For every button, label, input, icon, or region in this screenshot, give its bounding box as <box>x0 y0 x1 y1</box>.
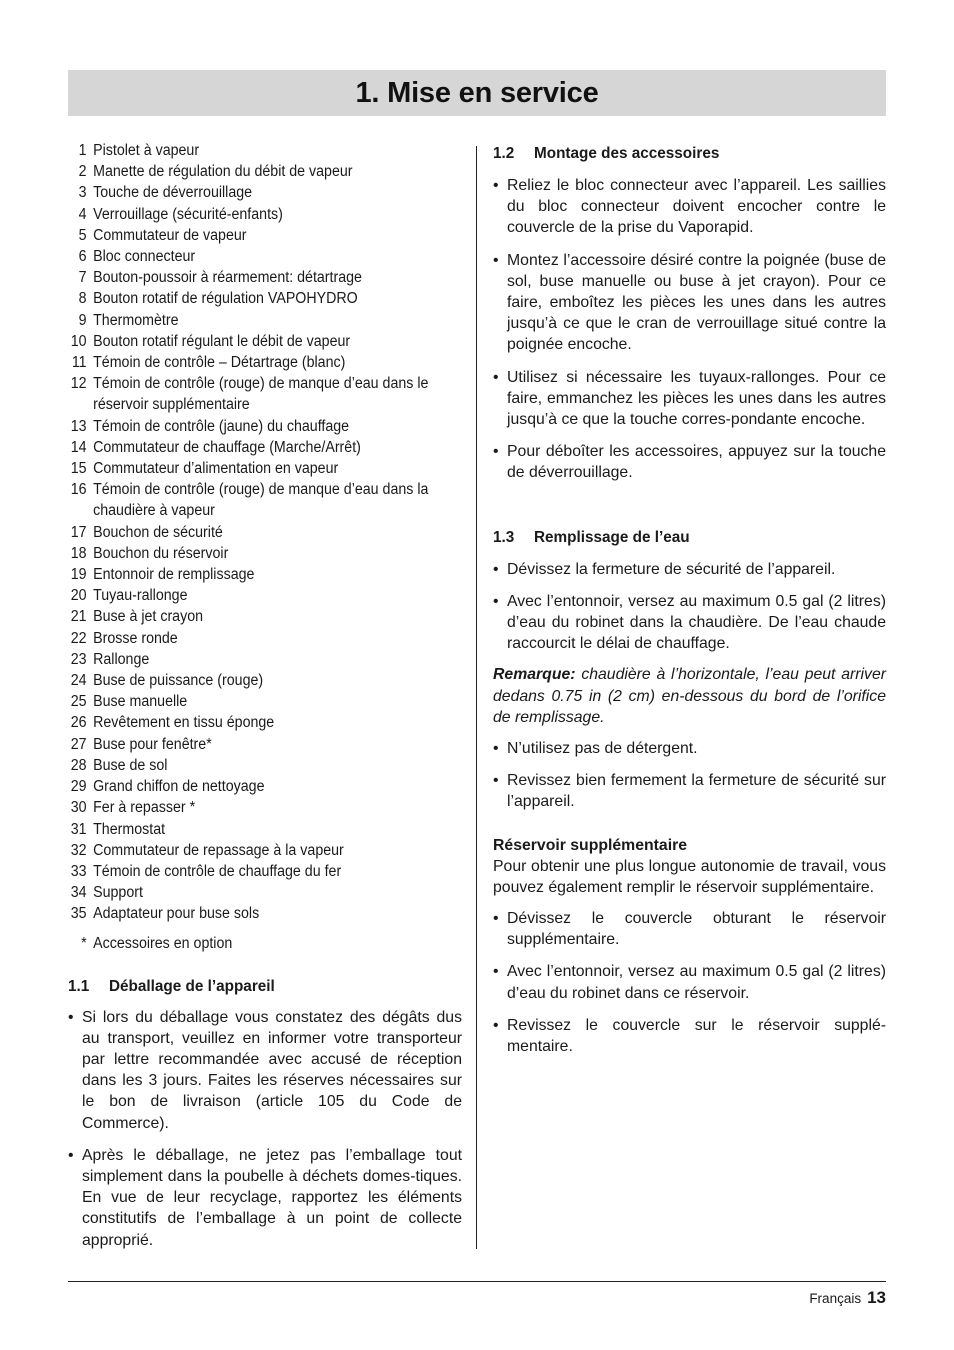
parts-list-item <box>68 331 459 352</box>
part-number: 9 <box>78 311 87 329</box>
part-number: 5 <box>78 226 87 244</box>
part-label: Commutateur de repassage à la vapeur <box>93 841 344 859</box>
part-label: Verrouillage (sécurité-enfants) <box>93 205 283 223</box>
part-number: 21 <box>70 608 87 626</box>
part-label: Entonnoir de remplissage <box>93 566 255 584</box>
section-heading-1-3 <box>493 527 886 548</box>
part-number: 15 <box>70 460 87 478</box>
list-item: • Dévissez la fermeture de sécurité de l’appareil. <box>493 560 836 578</box>
bullet-list-1-2 <box>493 175 886 484</box>
parts-list-item <box>68 288 459 309</box>
part-label: Commutateur de chauffage (Marche/Arrêt) <box>93 438 361 456</box>
part-number: 30 <box>70 799 87 817</box>
bullet-list-1-3a <box>493 559 886 655</box>
part-number: 24 <box>70 672 87 690</box>
footnote-mark: * <box>81 934 87 952</box>
part-label: Rallonge <box>93 650 150 668</box>
part-number: 7 <box>78 269 87 287</box>
part-number: 31 <box>70 820 87 838</box>
remark-label: Remarque: <box>493 666 576 684</box>
parts-list-item <box>68 734 459 755</box>
part-label: Témoin de contrôle (rouge) de manque d’eau dans le réservoir supplémentaire <box>93 375 429 414</box>
bullet-list-1-1 <box>68 1007 462 1251</box>
section-heading-1-2 <box>493 143 886 164</box>
parts-list-item <box>68 649 459 670</box>
part-label: Témoin de contrôle – Détartrage (blanc) <box>93 354 346 372</box>
list-item: • Pour déboîter les accessoires, appuyez sur la touche de déverrouillage. <box>493 443 886 482</box>
part-number: 33 <box>70 862 87 880</box>
part-number: 19 <box>70 566 87 584</box>
parts-list-item <box>68 903 459 924</box>
list-item: • Utilisez si nécessaire les tuyaux-rallonges. Pour ce faire, emmanchez les pièces les unes dans les autres jusqu’à ce que la touche corres-pondante encoche. <box>493 368 886 429</box>
part-label: Buse de sol <box>93 756 168 774</box>
list-item: • Dévissez le couvercle obturant le réservoir supplémentaire. <box>493 910 886 949</box>
parts-list-item <box>68 182 459 203</box>
section-number: 1.2 <box>493 145 515 162</box>
parts-list-item <box>68 373 459 415</box>
part-label: Témoin de contrôle (jaune) du chauffage <box>93 417 350 435</box>
parts-list-item <box>68 585 459 606</box>
parts-list-item <box>68 479 459 521</box>
section-title: Montage des accessoires <box>534 145 720 162</box>
parts-list-item <box>68 628 459 649</box>
part-number: 17 <box>70 523 87 541</box>
part-label: Buse manuelle <box>93 693 188 711</box>
part-number: 1 <box>78 142 87 159</box>
parts-list-item <box>68 882 459 903</box>
parts-list-item <box>68 522 459 543</box>
list-item: • Montez l’accessoire désiré contre la poignée (buse de sol, buse manuelle ou buse à jet crayon). Pour ce faire, emboîtez les pièces les unes dans les autres jusqu’à ce que le cran de verrouillage situé contre la poignée encoche. <box>493 251 886 354</box>
parts-list-item <box>68 776 459 797</box>
section-title: Remplissage de l’eau <box>534 528 690 546</box>
part-number: 16 <box>70 481 87 499</box>
part-label: Support <box>93 884 143 902</box>
parts-list-item <box>68 797 459 818</box>
part-number: 23 <box>70 650 87 668</box>
footer-language: Français <box>809 1291 862 1306</box>
part-label: Fer à repasser * <box>93 799 196 817</box>
parts-list-item <box>68 437 459 458</box>
part-number: 28 <box>70 756 87 774</box>
list-item: • Avec l’entonnoir, versez au maximum 0.5 gal (2 litres) d’eau du robinet dans ce réservoir. <box>493 963 886 1002</box>
parts-list-item <box>68 691 459 712</box>
title-bar <box>68 70 886 116</box>
part-label: Témoin de contrôle (rouge) de manque d’eau dans la chaudière à vapeur <box>93 481 429 520</box>
part-label: Commutateur d’alimentation en vapeur <box>93 460 339 478</box>
parts-list-item <box>68 204 459 225</box>
reservoir-intro: Pour obtenir une plus longue autonomie de travail, vous pouvez également remplir le réservoir supplémentaire. <box>493 857 886 896</box>
part-number: 32 <box>70 841 87 859</box>
parts-list-item <box>68 225 459 246</box>
part-number: 2 <box>78 163 87 181</box>
parts-list-item <box>68 458 459 479</box>
part-number: 13 <box>70 417 87 435</box>
part-label: Bouton-poussoir à réarmement: détartrage <box>93 269 362 287</box>
part-number: 4 <box>78 205 87 223</box>
parts-list-item <box>68 840 459 861</box>
part-label: Pistolet à vapeur <box>93 142 200 159</box>
part-number: 26 <box>70 714 87 732</box>
parts-list-item <box>68 416 459 437</box>
footer-rule <box>68 1281 886 1282</box>
list-item: • N’utilisez pas de détergent. <box>493 740 698 758</box>
part-number: 22 <box>70 629 87 647</box>
part-number: 11 <box>71 354 87 372</box>
bullet-list-1-3b <box>493 738 886 813</box>
parts-list-item <box>68 352 459 373</box>
list-item: • Revissez le couvercle sur le réservoir supplé-mentaire. <box>493 1016 886 1056</box>
section-title: Déballage de l’appareil <box>109 977 275 995</box>
part-label: Revêtement en tissu éponge <box>93 714 275 732</box>
part-number: 3 <box>78 184 87 202</box>
parts-list-item <box>68 755 459 776</box>
column-divider <box>476 146 477 1249</box>
part-label: Thermostat <box>93 820 166 838</box>
page-footer <box>809 1288 886 1308</box>
part-label: Bouton rotatif régulant le débit de vapeur <box>93 332 351 350</box>
left-column <box>68 140 462 1251</box>
part-label: Thermomètre <box>93 311 179 329</box>
part-number: 29 <box>70 778 87 796</box>
list-item: • Reliez le bloc connecteur avec l’appareil. Les saillies du bloc connecteur doivent encocher contre le couvercle de la prise du Vaporapid. <box>493 177 886 237</box>
list-item: • Revissez bien fermement la fermeture de sécurité sur l’appareil. <box>493 772 886 811</box>
part-label: Commutateur de vapeur <box>93 226 247 244</box>
part-label: Bouchon de sécurité <box>93 523 223 541</box>
list-item: • Après le déballage, ne jetez pas l’emballage tout simplement dans la poubelle à déchets domes-tiques. En vue de leur recyclage, rapportez les éléments constitutifs de l’emballage à un point de collecte approprié. <box>68 1146 462 1249</box>
part-label: Bouchon du réservoir <box>93 544 229 562</box>
part-number: 12 <box>70 375 87 393</box>
reservoir-heading: Réservoir supplémentaire <box>493 836 688 854</box>
part-number: 25 <box>70 693 87 711</box>
parts-list-item <box>68 140 459 161</box>
footnote <box>68 933 459 954</box>
part-label: Témoin de contrôle de chauffage du fer <box>93 862 342 880</box>
section-number: 1.3 <box>493 528 515 546</box>
part-label: Buse à jet crayon <box>93 608 204 626</box>
part-label: Touche de déverrouillage <box>93 184 253 202</box>
part-label: Adaptateur pour buse sols <box>93 905 260 923</box>
parts-list-item <box>68 564 459 585</box>
page-title: 1. Mise en service <box>355 76 599 109</box>
part-label: Bouton rotatif de régulation VAPOHYDRO <box>93 290 358 308</box>
part-label: Buse pour fenêtre* <box>93 735 212 753</box>
remark-text: chaudière à l’horizontale, l’eau peut arriver dedans 0.75 in (2 cm) en-dessous du bord de l’orifice de remplissage. <box>493 666 886 726</box>
part-number: 34 <box>70 884 87 902</box>
parts-list-item <box>68 712 459 733</box>
section-heading-1-1 <box>68 976 462 997</box>
part-number: 27 <box>70 735 87 753</box>
parts-list-item <box>68 606 459 627</box>
part-number: 6 <box>78 248 87 266</box>
part-number: 20 <box>70 587 87 605</box>
part-label: Grand chiffon de nettoyage <box>93 778 265 796</box>
footnote-text: Accessoires en option <box>93 934 233 952</box>
right-column <box>493 140 886 1057</box>
parts-list-item <box>68 246 459 267</box>
part-label: Tuyau-rallonge <box>93 587 188 605</box>
parts-list-item <box>68 670 459 691</box>
remark-note <box>493 664 886 728</box>
part-number: 10 <box>70 332 87 350</box>
parts-list-item <box>68 161 459 182</box>
part-number: 18 <box>70 544 87 562</box>
list-item: • Avec l’entonnoir, versez au maximum 0.5 gal (2 litres) d’eau du robinet dans la chaudière. De l’eau chaude raccourcit le délai de chauffage. <box>493 592 886 653</box>
part-label: Buse de puissance (rouge) <box>93 672 264 690</box>
part-label: Manette de régulation du débit de vapeur <box>93 163 353 181</box>
bullet-list-reservoir <box>493 908 886 1057</box>
parts-list-item <box>68 267 459 288</box>
list-item: • Si lors du déballage vous constatez des dégâts dus au transport, veuillez en informer votre transporteur par lettre recommandée avec accusé de réception dans les 3 jours. Faites les réserves nécessaires sur le bon de livraison (article 105 du Code de Commerce). <box>68 1008 462 1132</box>
section-number: 1.1 <box>68 977 90 995</box>
parts-list-item <box>68 861 459 882</box>
parts-list <box>68 140 459 925</box>
parts-list-item <box>68 310 459 331</box>
part-label: Bloc connecteur <box>93 248 196 266</box>
parts-list-item <box>68 543 459 564</box>
part-label: Brosse ronde <box>93 629 178 647</box>
part-number: 35 <box>70 905 87 923</box>
page-number: 13 <box>867 1288 886 1307</box>
part-number: 8 <box>78 290 87 308</box>
part-number: 14 <box>70 438 87 456</box>
parts-list-item <box>68 819 459 840</box>
